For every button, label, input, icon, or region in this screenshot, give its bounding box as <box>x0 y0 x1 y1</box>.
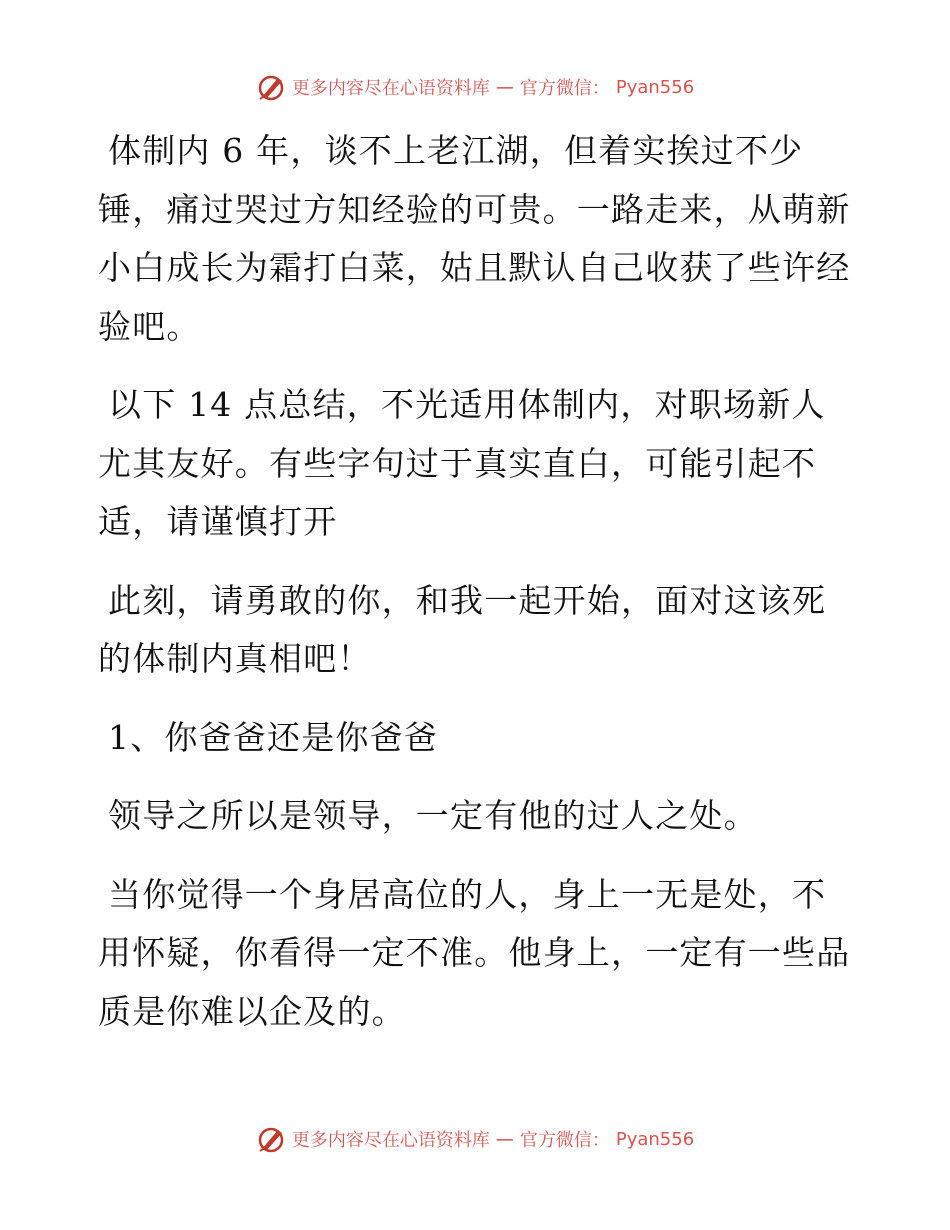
header-contact-label: 官方微信： <box>519 78 610 99</box>
header-watermark <box>0 72 950 102</box>
footer-watermark <box>0 1124 950 1154</box>
paragraph-summary: 以下 14 点总结，不光适用体制内，对职场新人尤其友好。有些字句过于真实直白，可能引起不适，请谨慎打开 <box>98 385 826 541</box>
paragraph-qualities: 当你觉得一个身居高位的人，身上一无是处，不用怀疑，你看得一定不准。他身上，一定有一些品质是你难以企及的。 <box>98 874 851 1031</box>
quill-pen-logo-icon <box>256 72 286 102</box>
footer-contact-label: 官方微信： <box>519 1130 610 1151</box>
quill-pen-logo-icon <box>256 1124 286 1154</box>
header-separator: — <box>495 76 514 98</box>
header-watermark-text: 更多内容尽在心语资料库 <box>291 78 490 99</box>
footer-watermark-text: 更多内容尽在心语资料库 <box>291 1130 490 1151</box>
section-heading-1: 1、你爸爸还是你爸爸 <box>108 717 438 757</box>
paragraph-call: 此刻，请勇敢的你，和我一起开始，面对这该死的体制内真相吧！ <box>98 580 827 678</box>
document-body <box>98 122 858 1061</box>
header-contact-id: Pyan556 <box>615 76 695 98</box>
paragraph-leader: 领导之所以是领导，一定有他的过人之处。 <box>108 796 758 835</box>
footer-separator: — <box>495 1128 514 1150</box>
paragraph-intro: 体制内 6 年，谈不上老江湖，但着实挨过不少锤，痛过哭过方知经验的可贵。一路走来，从萌新小白成长为霜打白菜，姑且默认自己收获了些许经验吧。 <box>98 131 851 346</box>
footer-contact-id: Pyan556 <box>615 1128 695 1150</box>
